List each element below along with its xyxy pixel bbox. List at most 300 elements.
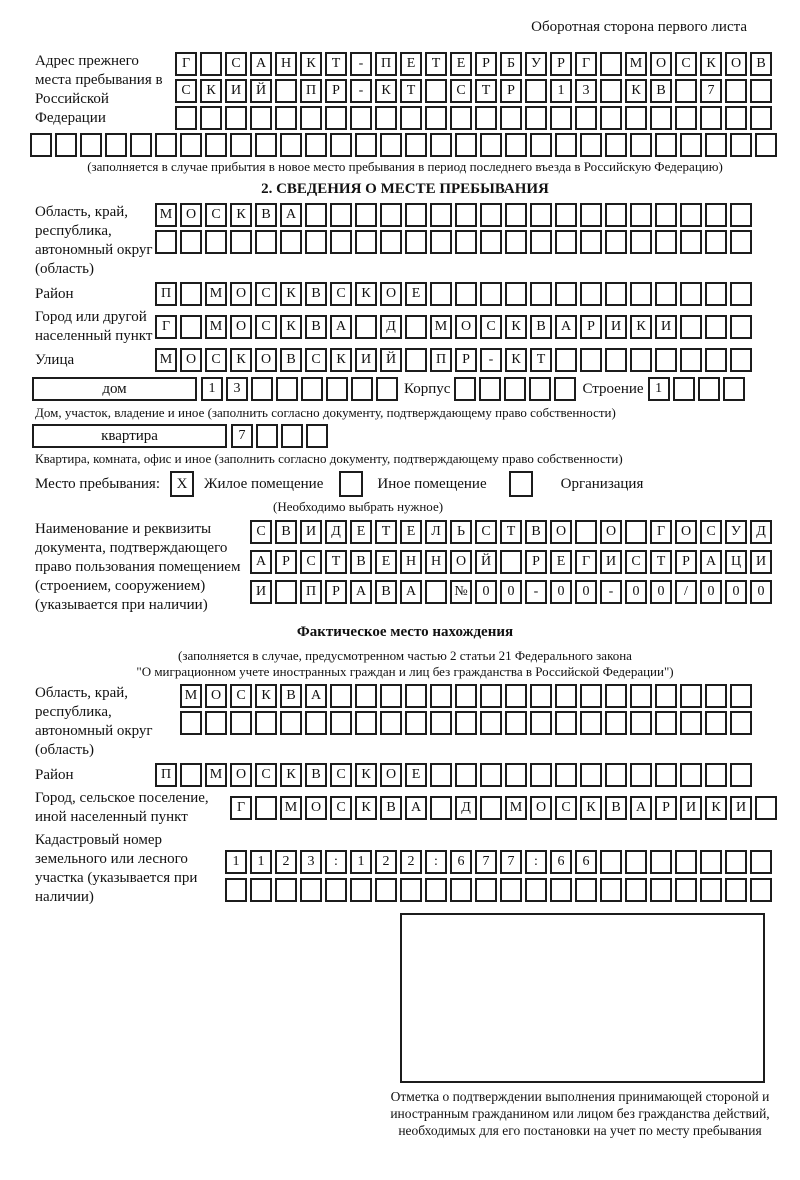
char-box[interactable] xyxy=(655,230,677,254)
char-box[interactable] xyxy=(725,878,747,902)
char-box[interactable]: С xyxy=(175,79,197,103)
char-box[interactable]: Т xyxy=(400,79,422,103)
char-box[interactable]: Г xyxy=(650,520,672,544)
char-box[interactable]: В xyxy=(525,520,547,544)
char-box[interactable] xyxy=(380,230,402,254)
char-box[interactable]: В xyxy=(650,79,672,103)
char-box[interactable] xyxy=(725,850,747,874)
char-box[interactable] xyxy=(480,763,502,787)
char-box[interactable]: Т xyxy=(475,79,497,103)
char-box[interactable]: В xyxy=(275,520,297,544)
char-box[interactable] xyxy=(580,684,602,708)
char-box[interactable] xyxy=(705,763,727,787)
char-box[interactable] xyxy=(555,684,577,708)
char-box[interactable] xyxy=(375,878,397,902)
char-box[interactable]: К xyxy=(505,348,527,372)
char-box[interactable] xyxy=(405,315,427,339)
char-box[interactable]: Т xyxy=(650,550,672,574)
char-box[interactable] xyxy=(301,377,323,401)
char-box[interactable] xyxy=(355,684,377,708)
char-box[interactable]: № xyxy=(450,580,472,604)
char-box[interactable] xyxy=(655,711,677,735)
char-box[interactable]: И xyxy=(605,315,627,339)
char-box[interactable] xyxy=(275,878,297,902)
char-box[interactable] xyxy=(225,878,247,902)
char-box[interactable] xyxy=(425,580,447,604)
char-box[interactable] xyxy=(480,203,502,227)
char-box[interactable] xyxy=(725,79,747,103)
char-box[interactable]: А xyxy=(405,796,427,820)
char-box[interactable] xyxy=(30,133,52,157)
char-box[interactable] xyxy=(575,106,597,130)
char-box[interactable] xyxy=(330,711,352,735)
char-box[interactable] xyxy=(326,377,348,401)
char-box[interactable] xyxy=(250,878,272,902)
char-box[interactable] xyxy=(450,878,472,902)
char-box[interactable]: К xyxy=(230,203,252,227)
char-box[interactable]: С xyxy=(205,203,227,227)
char-box[interactable]: К xyxy=(355,763,377,787)
char-box[interactable]: Ь xyxy=(450,520,472,544)
apartment-type-box[interactable]: квартира xyxy=(32,424,227,448)
char-box[interactable]: 6 xyxy=(550,850,572,874)
char-box[interactable]: М xyxy=(625,52,647,76)
char-box[interactable]: О xyxy=(380,282,402,306)
char-box[interactable]: С xyxy=(475,520,497,544)
char-box[interactable] xyxy=(755,796,777,820)
char-box[interactable]: Е xyxy=(400,520,422,544)
char-box[interactable]: О xyxy=(650,52,672,76)
char-box[interactable] xyxy=(580,282,602,306)
char-box[interactable] xyxy=(605,203,627,227)
char-box[interactable]: / xyxy=(675,580,697,604)
char-box[interactable] xyxy=(630,348,652,372)
char-box[interactable] xyxy=(280,230,302,254)
char-box[interactable]: - xyxy=(350,79,372,103)
char-box[interactable]: 3 xyxy=(300,850,322,874)
char-box[interactable]: К xyxy=(300,52,322,76)
char-box[interactable] xyxy=(525,878,547,902)
char-box[interactable] xyxy=(180,230,202,254)
char-box[interactable] xyxy=(400,106,422,130)
char-box[interactable]: Е xyxy=(400,52,422,76)
char-box[interactable]: 1 xyxy=(250,850,272,874)
char-box[interactable] xyxy=(455,684,477,708)
char-box[interactable]: Т xyxy=(425,52,447,76)
char-box[interactable]: Л xyxy=(425,520,447,544)
char-box[interactable]: Е xyxy=(405,282,427,306)
char-box[interactable]: В xyxy=(605,796,627,820)
char-box[interactable]: 0 xyxy=(725,580,747,604)
char-box[interactable] xyxy=(430,203,452,227)
char-box[interactable] xyxy=(550,878,572,902)
char-box[interactable]: С xyxy=(450,79,472,103)
char-box[interactable] xyxy=(655,684,677,708)
house-type-box[interactable]: дом xyxy=(32,377,197,401)
char-box[interactable] xyxy=(575,878,597,902)
char-box[interactable]: К xyxy=(355,282,377,306)
char-box[interactable]: 7 xyxy=(700,79,722,103)
char-box[interactable]: А xyxy=(250,550,272,574)
char-box[interactable] xyxy=(680,315,702,339)
char-box[interactable] xyxy=(705,230,727,254)
char-box[interactable] xyxy=(680,133,702,157)
char-box[interactable] xyxy=(505,282,527,306)
char-box[interactable]: Р xyxy=(325,79,347,103)
char-box[interactable] xyxy=(730,711,752,735)
char-box[interactable]: П xyxy=(300,79,322,103)
char-box[interactable] xyxy=(655,133,677,157)
char-box[interactable] xyxy=(730,348,752,372)
char-box[interactable] xyxy=(175,106,197,130)
char-box[interactable] xyxy=(455,230,477,254)
char-box[interactable] xyxy=(230,230,252,254)
char-box[interactable] xyxy=(430,796,452,820)
char-box[interactable]: Р xyxy=(275,550,297,574)
char-box[interactable]: И xyxy=(680,796,702,820)
char-box[interactable] xyxy=(655,203,677,227)
char-box[interactable] xyxy=(675,106,697,130)
char-box[interactable] xyxy=(600,52,622,76)
char-box[interactable] xyxy=(680,282,702,306)
char-box[interactable]: 0 xyxy=(575,580,597,604)
char-box[interactable] xyxy=(530,282,552,306)
char-box[interactable] xyxy=(650,850,672,874)
char-box[interactable] xyxy=(730,230,752,254)
char-box[interactable]: Б xyxy=(500,52,522,76)
char-box[interactable]: 0 xyxy=(625,580,647,604)
char-box[interactable]: А xyxy=(305,684,327,708)
char-box[interactable] xyxy=(355,315,377,339)
char-box[interactable] xyxy=(355,230,377,254)
char-box[interactable] xyxy=(405,711,427,735)
char-box[interactable] xyxy=(430,282,452,306)
char-box[interactable]: Р xyxy=(500,79,522,103)
char-box[interactable]: К xyxy=(630,315,652,339)
char-box[interactable]: О xyxy=(180,348,202,372)
char-box[interactable] xyxy=(355,133,377,157)
char-box[interactable]: И xyxy=(250,580,272,604)
char-box[interactable]: Н xyxy=(275,52,297,76)
char-box[interactable]: Р xyxy=(550,52,572,76)
char-box[interactable]: К xyxy=(625,79,647,103)
char-box[interactable]: О xyxy=(550,520,572,544)
char-box[interactable] xyxy=(730,133,752,157)
char-box[interactable] xyxy=(730,203,752,227)
char-box[interactable]: С xyxy=(255,315,277,339)
char-box[interactable]: М xyxy=(280,796,302,820)
char-box[interactable] xyxy=(300,878,322,902)
char-box[interactable]: В xyxy=(380,796,402,820)
char-box[interactable]: П xyxy=(430,348,452,372)
char-box[interactable]: М xyxy=(505,796,527,820)
char-box[interactable]: О xyxy=(600,520,622,544)
char-box[interactable]: М xyxy=(180,684,202,708)
char-box[interactable]: М xyxy=(155,203,177,227)
checkbox-organization[interactable] xyxy=(509,471,533,497)
char-box[interactable] xyxy=(325,878,347,902)
char-box[interactable] xyxy=(580,230,602,254)
char-box[interactable]: К xyxy=(200,79,222,103)
char-box[interactable]: А xyxy=(400,580,422,604)
char-box[interactable]: 3 xyxy=(226,377,248,401)
char-box[interactable]: 1 xyxy=(350,850,372,874)
char-box[interactable]: К xyxy=(330,348,352,372)
char-box[interactable] xyxy=(475,106,497,130)
char-box[interactable] xyxy=(255,796,277,820)
char-box[interactable]: Е xyxy=(450,52,472,76)
char-box[interactable] xyxy=(625,520,647,544)
char-box[interactable]: К xyxy=(700,52,722,76)
char-box[interactable] xyxy=(580,348,602,372)
char-box[interactable]: 0 xyxy=(650,580,672,604)
char-box[interactable] xyxy=(256,424,278,448)
char-box[interactable] xyxy=(505,684,527,708)
char-box[interactable] xyxy=(680,230,702,254)
char-box[interactable] xyxy=(680,203,702,227)
char-box[interactable]: И xyxy=(355,348,377,372)
char-box[interactable] xyxy=(255,230,277,254)
char-box[interactable] xyxy=(180,711,202,735)
char-box[interactable]: Р xyxy=(655,796,677,820)
char-box[interactable] xyxy=(405,203,427,227)
char-box[interactable]: С xyxy=(225,52,247,76)
char-box[interactable] xyxy=(630,282,652,306)
char-box[interactable]: Р xyxy=(675,550,697,574)
char-box[interactable] xyxy=(730,684,752,708)
char-box[interactable] xyxy=(705,684,727,708)
char-box[interactable] xyxy=(675,79,697,103)
char-box[interactable]: 7 xyxy=(475,850,497,874)
char-box[interactable] xyxy=(205,230,227,254)
char-box[interactable] xyxy=(680,763,702,787)
char-box[interactable] xyxy=(555,348,577,372)
char-box[interactable] xyxy=(455,133,477,157)
char-box[interactable] xyxy=(505,203,527,227)
char-box[interactable] xyxy=(730,282,752,306)
char-box[interactable]: О xyxy=(230,315,252,339)
char-box[interactable] xyxy=(500,106,522,130)
char-box[interactable] xyxy=(305,230,327,254)
char-box[interactable]: В xyxy=(305,763,327,787)
char-box[interactable]: К xyxy=(280,315,302,339)
char-box[interactable] xyxy=(550,106,572,130)
char-box[interactable] xyxy=(630,203,652,227)
char-box[interactable] xyxy=(275,106,297,130)
char-box[interactable]: И xyxy=(655,315,677,339)
char-box[interactable]: Е xyxy=(405,763,427,787)
char-box[interactable]: К xyxy=(280,282,302,306)
char-box[interactable]: 0 xyxy=(700,580,722,604)
char-box[interactable] xyxy=(555,230,577,254)
char-box[interactable] xyxy=(380,133,402,157)
char-box[interactable]: В xyxy=(305,315,327,339)
char-box[interactable]: Р xyxy=(475,52,497,76)
char-box[interactable] xyxy=(680,684,702,708)
char-box[interactable] xyxy=(650,878,672,902)
char-box[interactable] xyxy=(705,315,727,339)
char-box[interactable]: Г xyxy=(575,550,597,574)
char-box[interactable]: О xyxy=(450,550,472,574)
char-box[interactable]: С xyxy=(700,520,722,544)
char-box[interactable]: В xyxy=(350,550,372,574)
char-box[interactable]: 1 xyxy=(550,79,572,103)
char-box[interactable] xyxy=(580,133,602,157)
char-box[interactable] xyxy=(675,850,697,874)
char-box[interactable]: С xyxy=(480,315,502,339)
char-box[interactable]: В xyxy=(305,282,327,306)
char-box[interactable] xyxy=(705,348,727,372)
char-box[interactable]: С xyxy=(330,796,352,820)
char-box[interactable] xyxy=(525,79,547,103)
char-box[interactable]: К xyxy=(505,315,527,339)
char-box[interactable] xyxy=(605,348,627,372)
char-box[interactable] xyxy=(504,377,526,401)
char-box[interactable]: В xyxy=(530,315,552,339)
char-box[interactable] xyxy=(479,377,501,401)
char-box[interactable]: И xyxy=(300,520,322,544)
char-box[interactable] xyxy=(750,79,772,103)
char-box[interactable]: 2 xyxy=(275,850,297,874)
char-box[interactable] xyxy=(505,230,527,254)
char-box[interactable]: В xyxy=(375,580,397,604)
char-box[interactable]: Р xyxy=(455,348,477,372)
char-box[interactable] xyxy=(605,763,627,787)
char-box[interactable] xyxy=(750,106,772,130)
char-box[interactable] xyxy=(400,878,422,902)
char-box[interactable] xyxy=(225,106,247,130)
char-box[interactable]: О xyxy=(230,282,252,306)
char-box[interactable]: : xyxy=(425,850,447,874)
char-box[interactable]: А xyxy=(250,52,272,76)
char-box[interactable] xyxy=(730,315,752,339)
char-box[interactable] xyxy=(580,711,602,735)
char-box[interactable]: Т xyxy=(375,520,397,544)
char-box[interactable]: К xyxy=(375,79,397,103)
char-box[interactable]: И xyxy=(225,79,247,103)
char-box[interactable] xyxy=(405,684,427,708)
char-box[interactable] xyxy=(280,711,302,735)
char-box[interactable]: Т xyxy=(530,348,552,372)
char-box[interactable] xyxy=(255,133,277,157)
char-box[interactable] xyxy=(430,230,452,254)
char-box[interactable] xyxy=(500,878,522,902)
char-box[interactable]: О xyxy=(725,52,747,76)
char-box[interactable]: С xyxy=(230,684,252,708)
char-box[interactable]: В xyxy=(750,52,772,76)
char-box[interactable] xyxy=(430,763,452,787)
char-box[interactable] xyxy=(305,711,327,735)
char-box[interactable] xyxy=(630,763,652,787)
char-box[interactable] xyxy=(600,850,622,874)
char-box[interactable]: О xyxy=(180,203,202,227)
char-box[interactable] xyxy=(625,106,647,130)
char-box[interactable] xyxy=(130,133,152,157)
char-box[interactable]: М xyxy=(430,315,452,339)
char-box[interactable] xyxy=(630,230,652,254)
char-box[interactable] xyxy=(450,106,472,130)
char-box[interactable] xyxy=(705,282,727,306)
char-box[interactable] xyxy=(600,878,622,902)
char-box[interactable] xyxy=(455,711,477,735)
char-box[interactable]: 3 xyxy=(575,79,597,103)
char-box[interactable] xyxy=(480,711,502,735)
char-box[interactable]: У xyxy=(725,520,747,544)
char-box[interactable] xyxy=(330,230,352,254)
char-box[interactable]: Н xyxy=(400,550,422,574)
char-box[interactable] xyxy=(505,711,527,735)
char-box[interactable]: Е xyxy=(350,520,372,544)
char-box[interactable] xyxy=(425,106,447,130)
char-box[interactable] xyxy=(250,106,272,130)
char-box[interactable] xyxy=(705,711,727,735)
char-box[interactable]: А xyxy=(630,796,652,820)
char-box[interactable] xyxy=(275,580,297,604)
char-box[interactable] xyxy=(155,133,177,157)
char-box[interactable]: О xyxy=(675,520,697,544)
char-box[interactable]: В xyxy=(255,203,277,227)
char-box[interactable] xyxy=(680,348,702,372)
char-box[interactable] xyxy=(480,133,502,157)
char-box[interactable] xyxy=(723,377,745,401)
char-box[interactable]: К xyxy=(355,796,377,820)
char-box[interactable]: М xyxy=(155,348,177,372)
char-box[interactable]: Р xyxy=(525,550,547,574)
char-box[interactable] xyxy=(280,133,302,157)
char-box[interactable] xyxy=(105,133,127,157)
char-box[interactable]: П xyxy=(300,580,322,604)
char-box[interactable]: Ц xyxy=(725,550,747,574)
char-box[interactable] xyxy=(529,377,551,401)
char-box[interactable] xyxy=(455,763,477,787)
char-box[interactable]: В xyxy=(280,348,302,372)
char-box[interactable]: Е xyxy=(550,550,572,574)
char-box[interactable] xyxy=(630,133,652,157)
char-box[interactable] xyxy=(180,315,202,339)
char-box[interactable]: Й xyxy=(250,79,272,103)
char-box[interactable] xyxy=(575,520,597,544)
char-box[interactable]: К xyxy=(230,348,252,372)
char-box[interactable]: Й xyxy=(475,550,497,574)
char-box[interactable]: С xyxy=(625,550,647,574)
char-box[interactable] xyxy=(251,377,273,401)
char-box[interactable] xyxy=(276,377,298,401)
char-box[interactable] xyxy=(180,763,202,787)
checkbox-other-premises[interactable] xyxy=(339,471,363,497)
char-box[interactable] xyxy=(630,684,652,708)
char-box[interactable] xyxy=(630,711,652,735)
char-box[interactable] xyxy=(505,133,527,157)
char-box[interactable]: - xyxy=(600,580,622,604)
char-box[interactable] xyxy=(650,106,672,130)
checkbox-residential[interactable]: X xyxy=(170,471,194,497)
char-box[interactable] xyxy=(480,684,502,708)
char-box[interactable]: С xyxy=(205,348,227,372)
char-box[interactable]: Р xyxy=(580,315,602,339)
char-box[interactable] xyxy=(355,203,377,227)
char-box[interactable] xyxy=(580,203,602,227)
char-box[interactable] xyxy=(530,684,552,708)
char-box[interactable]: 0 xyxy=(550,580,572,604)
char-box[interactable]: - xyxy=(350,52,372,76)
char-box[interactable] xyxy=(200,52,222,76)
char-box[interactable] xyxy=(530,230,552,254)
char-box[interactable]: И xyxy=(600,550,622,574)
char-box[interactable]: М xyxy=(205,282,227,306)
char-box[interactable] xyxy=(350,106,372,130)
char-box[interactable]: О xyxy=(305,796,327,820)
char-box[interactable] xyxy=(200,106,222,130)
